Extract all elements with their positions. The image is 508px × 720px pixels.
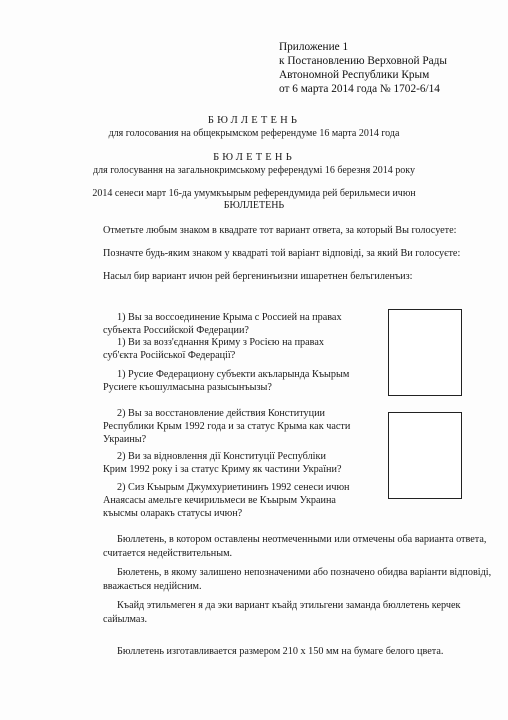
question-2-crh-line-2: Анаясасы амельге кечирильмеси ве Къырым Украина [103,495,336,506]
question-2-ru-line-1: 2) Вы за восстановление действия Конституции [117,408,325,419]
appendix-line-3: Автономной Республики Крым [279,69,430,81]
ballot-subtitle-crh: 2014 сенеси март 16-да умумкъырым референдумида рей берильмеси ичюн [92,188,416,199]
ballot-subtitle-ru: для голосования на общекрымском референдуме 16 марта 2014 года [108,128,400,139]
question-2-crh-line-3: къысмы оларакъ статусы ичюн? [103,508,243,519]
question-1-crh-line-1: 1) Русие Федерациону субъекти акъларында Къырым [117,369,350,380]
question-2-crh-line-1: 2) Сиз Къырым Джумхуриетининъ 1992 сенеси ичюн [117,482,350,493]
appendix-header [279,40,447,96]
question-1-ua-line-1: 1) Ви за возз'єднання Криму з Росією на правах [117,337,324,348]
footer-ua-line-1: Бюлетень, в якому залишено непозначеними або позначено обидва варіанти відповіді, [117,567,492,578]
question-1-crh [103,368,361,394]
question-1-ru-line-2: субъекта Российской Федерации? [103,325,249,336]
ballot-title-crh: БЮЛЛЕТЕНЬ [223,200,285,211]
question-2-crh [103,481,361,520]
footer-crh-line-1: Къайд этильмеген я да эки вариант къайд этильгени заманда бюллетень керчек [117,600,461,611]
question-1-crh-line-2: Русиеге къошулмасына разысынъызы? [103,382,272,393]
ballot-title-ru: БЮЛЛЕТЕНЬ [207,115,301,126]
question-1-ua-line-2: суб'єкта Російської Федерації? [103,350,236,361]
question-2-ru-line-3: Украины? [103,434,147,445]
question-1-ru-line-1: 1) Вы за воссоединение Крыма с Россией на правах [117,312,342,323]
question-2-ua [103,450,361,476]
question-2-ua-line-1: 2) Ви за відновлення дії Конституції Республіки [117,451,326,462]
answer-box-1[interactable] [388,309,462,396]
question-1-ua [103,336,361,362]
footer-crh-line-2: сайылмаз. [103,614,148,625]
question-1-ru [103,311,361,337]
question-2-ua-line-2: Крим 1992 року і за статус Криму як частини України? [103,464,342,475]
question-2-ru-line-2: Республики Крым 1992 года и за статус Крыма как части [103,421,351,432]
footer-ru-line-1: Бюллетень, в котором оставлены неотмеченными или отмечены оба варианта ответа, [117,534,487,545]
answer-box-2[interactable] [388,412,462,499]
instruction-crh: Насыл бир вариант ичюн рей бергенинъизни ишаретнен белъгиленъиз: [103,271,413,282]
instruction-ua: Позначте будь-яким знаком у квадраті той варіант відповіді, за який Ви голосуєте: [103,248,461,259]
footer-invalid-ua [103,566,492,594]
footer-ua-line-2: вважається недійсним. [103,581,202,592]
appendix-line-4: от 6 марта 2014 года № 1702-6/14 [279,83,440,95]
appendix-line-1: Приложение 1 [279,41,349,53]
ballot-subtitle-ua: для голосування на загальнокримському референдумі 16 березня 2014 року [93,165,415,176]
footer-note-line: Бюллетень изготавливается размером 210 х 150 мм на бумаге белого цвета. [117,646,444,657]
footer-invalid-ru [103,533,487,561]
footer-size-note [103,645,468,659]
footer-ru-line-2: считается недействительным. [103,548,233,559]
footer-invalid-crh [103,599,468,627]
question-2-ru [103,407,361,446]
instruction-ru: Отметьте любым знаком в квадрате тот вариант ответа, за который Вы голосуете: [103,225,457,236]
appendix-line-2: к Постановлению Верховной Рады [279,55,447,67]
ballot-title-ua: БЮЛЕТЕНЬ [213,152,295,163]
